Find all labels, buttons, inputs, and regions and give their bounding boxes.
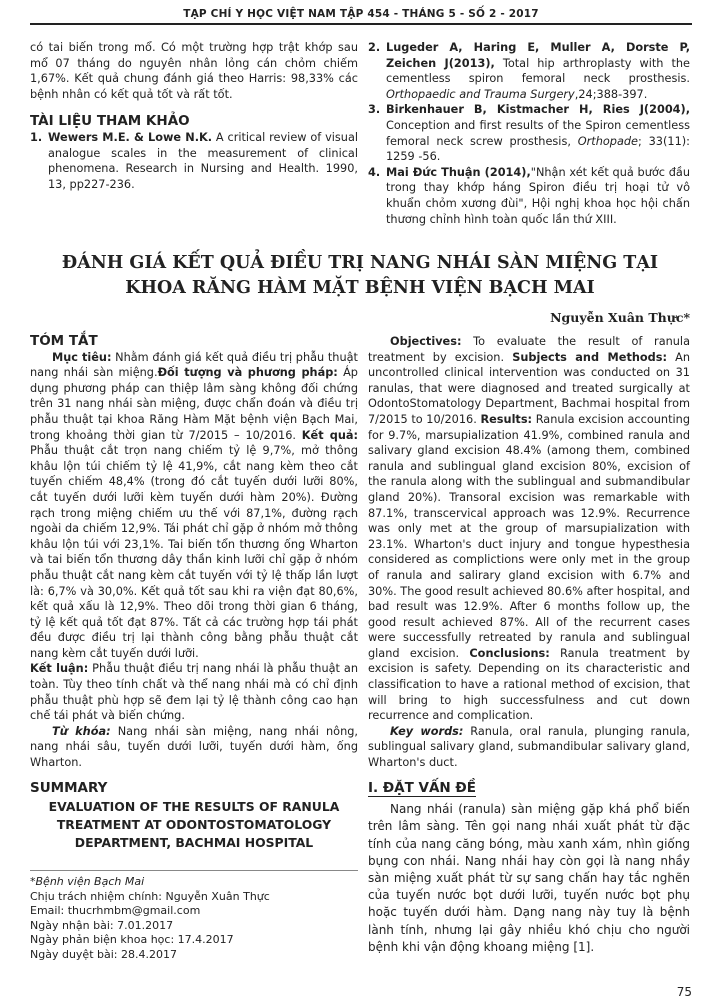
ref-number: 2.	[368, 41, 381, 54]
ref-text: "Nhận xét kết quả bước đầu trong thay khớp háng Spiron điều trị hoại tử vô khuẩn chỏm xương đùi", Hội nghị khoa học hội chấn thương chỉnh hình toàn quốc lần thứ XIII.	[386, 165, 690, 226]
conclusions-en-text: Ranula treatment by excision is safety. Depending on its characteristic and classification to have a rational method of excision, that will bring to high successfulness and cut down recurrence and complication.	[368, 646, 690, 723]
ref-number: 1.	[30, 130, 43, 144]
label-conclusion: Kết luận:	[30, 662, 89, 676]
ref-authors: Lugeder A, Haring E, Muller A, Dorste P, Zeichen J(2013),	[386, 41, 690, 70]
results-text: Phẫu thuật cắt trọn nang chiếm tỷ lệ 9,7%, mở thông khâu lộn túi chiếm tỷ lệ 41,9%, cắt nang kèm theo cắt tuyến chiếm 48,4% (trong đó cắt tuyến dưới lưỡi 80%, cắt tuyến dưới lưỡi kèm tuyến dưới hàm 20%). Đường rạch trong miệng chiếm ưu thế với 87,1%, đường rạch ngoài da chiếm 12,9%. Tái phát chỉ gặp ở nhóm mở thông khâu lộn túi với 23,1%. Tai biến tổn thương ống Wharton và tai biến tổn thương dây thần kinh lưỡi chỉ gặp ở nhóm phẫu thuật cắt nang kèm cắt tuyến với tỷ lệ thấp lần lượt là: 6,7% và 30,0%. Kết quả tốt sau khi ra viện đạt 80,6%, kết quả xấu là 12,9%. Theo dõi trong thời gian 6 tháng, tỷ lệ kết quả tốt đạt 87%. Tất cả các trường hợp tái phát đều được điều trị lại thành công bằng phẫu thuật cắt nang kèm cắt tuyến dưới lưỡi.	[30, 444, 358, 660]
ref-authors: Mai Đức Thuận (2014),	[386, 165, 531, 179]
label-methods: Đối tượng và phương pháp:	[157, 366, 338, 380]
section-heading-wrap	[368, 781, 690, 798]
title-line-1: ĐÁNH GIÁ KẾT QUẢ ĐIỀU TRỊ NANG NHÁI SÀN MIỆNG TẠI	[61, 253, 659, 273]
results-en-text: Ranula excision accounting for 9.7%, marsupialization 41.9%, combined ranula and salivary gland excision 48.4% (among them, combined ranula and sublingual gland excision 80%, excision of the ranula along with the sublingual and submandibular gland 20%). Transoral excision was remarkable with 87.1%, transcervical approach was 12.9%. Recurrence was only met at the group of marsupialization with 23.1%. Wharton's duct injury and tongue hypesthesia considered as complictions were only met in the group of ranula and salirary gland excision with 6.7% and 30%. The good result achieved 80.6% after hospital, and bad result was 12.9%. After 6 months follow up, the good result achieved 87%. All of the recurrent cases were successfully retreated by ranula and sublingual gland excision.	[368, 412, 690, 660]
footnote-responsible: Chịu trách nhiệm chính: Nguyễn Xuân Thực	[30, 889, 270, 903]
section1-heading: I. ĐẶT VẤN ĐỀ	[368, 779, 476, 796]
summary-title: EVALUATION OF THE RESULTS OF RANULA TREATMENT AT ODONTOSTOMATOLOGY DEPARTMENT, BACHMAI HOSPITAL	[48, 799, 340, 851]
page-number: 75	[676, 985, 692, 999]
label-objectives: Objectives:	[390, 335, 462, 348]
ref-text: A critical review of visual analogue scales in the measurement of clinical phenomena. Research in Nursing and Health. 1990, 13, pp227-236.	[48, 130, 358, 191]
footnote-received: Ngày nhận bài: 7.01.2017	[30, 918, 174, 932]
ref-rest: ; 33(11): 1259 -56.	[386, 134, 690, 164]
journal-header: TẠP CHÍ Y HỌC VIỆT NAM TẬP 454 - THÁNG 5 - SỐ 2 - 2017	[30, 8, 692, 25]
keywords-vi-paragraph	[30, 724, 358, 771]
ref-item-2	[368, 40, 690, 102]
article-title	[30, 251, 690, 301]
ref-item-3	[368, 102, 690, 164]
ref-rest: ,24;388-397.	[574, 87, 648, 101]
label-keywords-en: Key words:	[390, 724, 464, 738]
label-subjects-methods: Subjects and Methods:	[512, 350, 667, 364]
conclusion-paragraph	[30, 661, 358, 723]
footnote	[30, 870, 358, 963]
title-line-2: KHOA RĂNG HÀM MẶT BỆNH VIỆN BẠCH MAI	[125, 278, 595, 298]
ref-journal: Orthopaedic and Trauma Surgery	[386, 87, 575, 101]
label-keywords-vi: Từ khóa:	[52, 724, 111, 738]
subjects-methods-text: An uncontrolled clinical intervention was conducted on 31 ranulas, that were diagnosed and treated surgically at OdontoStomatology Department, Bachmai hospital from 7/2015 to 10/2016.	[368, 350, 691, 426]
footnote-review: Ngày phản biện khoa học: 17.4.2017	[30, 933, 234, 947]
keywords-vi-text: Nang nhái sàn miệng, nang nhái nông, nang nhái sâu, tuyến dưới lưỡi, tuyến dưới hàm, ống Wharton.	[30, 724, 358, 770]
keywords-en-text: Ranula, oral ranula, plunging ranula, sublingual salivary gland, submandibular salivary gland, Wharton's duct.	[368, 724, 690, 770]
ref-authors: Wewers M.E. & Lowe N.K.	[48, 130, 213, 144]
author-name: Nguyễn Xuân Thực*	[550, 310, 690, 325]
refs-heading: TÀI LIỆU THAM KHẢO	[30, 113, 190, 130]
summary-heading: SUMMARY	[30, 779, 108, 796]
label-conclusions-en: Conclusions:	[469, 646, 550, 660]
ref-item-1	[30, 130, 358, 192]
footnote-affiliation: *Bệnh viện Bạch Mai	[30, 875, 145, 888]
ref-authors: Birkenhauer B, Kistmacher H, Ries J(2004),	[386, 103, 690, 117]
ref-item-4	[368, 165, 690, 227]
ref-number: 3.	[368, 103, 381, 117]
intro-paragraph: có tai biến trong mổ. Có một trường hợp trật khớp sau mổ 07 tháng do nguyên nhân lỏng cán chỏm chiếm 1,67%. Kết quả chung đánh giá theo Harris: 98,33% các bệnh nhân có kết quả tốt và rất tốt.	[30, 41, 358, 101]
ref-number: 4.	[368, 165, 381, 179]
abstract-en-paragraph	[368, 334, 690, 724]
ref-journal: Orthopade	[577, 134, 638, 148]
label-results-en: Results:	[480, 412, 533, 426]
conclusion-text: Phẫu thuật điều trị nang nhái là phẫu thuật an toàn. Tùy theo tính chất và thể nang nhái mà có chỉ định phẫu thuật phù hợp sẽ đem lại tỷ lệ thành công cao hạn chế tái phát và biến chứng.	[30, 662, 358, 723]
right-top-block	[368, 40, 690, 227]
tomtat-heading: TÓM TẮT	[30, 333, 98, 349]
keywords-en-paragraph	[368, 724, 690, 771]
footnote-accepted: Ngày duyệt bài: 28.4.2017	[30, 947, 177, 961]
objective-text: Nhằm đánh giá kết quả điều trị phẫu thuật nang nhái sàn miệng.	[30, 350, 358, 380]
objectives-text: To evaluate the result of ranula treatment by excision.	[368, 335, 690, 364]
ref-text: Total hip arthroplasty with the cementless spiron femoral neck prosthesis.	[386, 56, 690, 86]
footnote-email: Email: thucrhmbm@gmail.com	[30, 904, 201, 918]
abstract-vi-paragraph	[30, 350, 358, 662]
ref-text: Conception and first results of the Spiron cementless femoral neck screw prosthesis,	[386, 118, 690, 148]
right-body	[368, 334, 690, 956]
methods-text: Áp dụng phương pháp can thiệp lâm sàng không đối chứng trên 31 nang nhái sàn miệng, được chẩn đoán và điều trị phẫu thuật tại khoa Răng Hàm Mặt bệnh viện Bạch Mai, trong khoảng thời gian từ 7/2015 – 10/2016.	[30, 366, 358, 442]
ref-list-right	[368, 40, 690, 227]
ref-list-left	[30, 130, 358, 192]
section1-text: Nang nhái (ranula) sàn miệng gặp khá phổ biến trên lâm sàng. Tên gọi nang nhái xuất phát từ đặc tính của nang căng bóng, màu xanh xám, nhìn giống bụng con nhái. Nang nhái hay còn gọi là nang nhầy sàn miệng xuất phát từ sự sang chấn hay tắc nghẽn của tuyến nước bọt dưới lưỡi, tuyến nước bọt phụ hoặc tuyến dưới hàm. Dạng nang này tuy là bệnh lành tính, nhưng lại gây nhiều khó chịu cho người bệnh khi vận động khoang miệng [1].	[368, 802, 690, 954]
left-body	[30, 334, 358, 852]
left-top-block	[30, 40, 358, 192]
label-objective: Mục tiêu:	[52, 350, 112, 364]
label-results: Kết quả:	[301, 428, 358, 442]
